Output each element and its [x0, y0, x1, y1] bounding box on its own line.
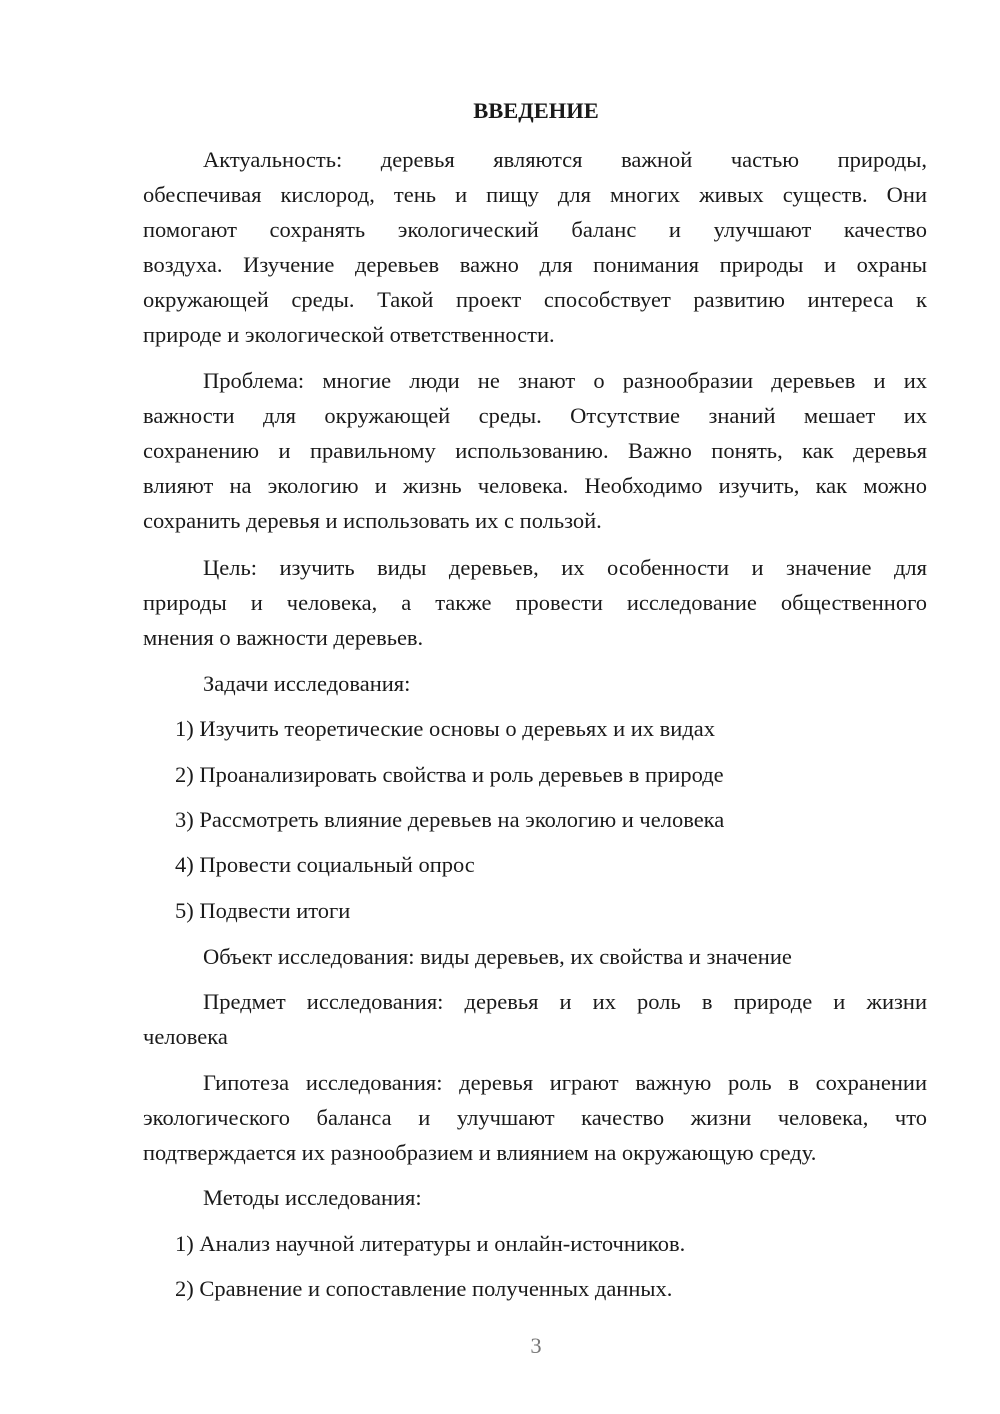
text-line: Проблема: многие люди не знают о разнообразии деревьев и их: [203, 368, 927, 393]
text-line: подтверждается их разнообразием и влиянием на окружающую среду.: [143, 1140, 817, 1165]
text-line: экологического баланса и улучшают качество жизни человека, что: [143, 1105, 927, 1130]
page-title: ВВЕДЕНИЕ: [473, 98, 599, 123]
text-line: воздуха. Изучение деревьев важно для понимания природы и охраны: [143, 252, 927, 277]
task-item: 4) Провести социальный опрос: [175, 852, 475, 877]
text-line: природы и человека, а также провести исследование общественного: [143, 590, 927, 615]
method-item: 2) Сравнение и сопоставление полученных данных.: [175, 1276, 673, 1301]
text-line: сохранению и правильному использованию. Важно понять, как деревья: [143, 438, 927, 463]
text-line: Цель: изучить виды деревьев, их особенности и значение для: [203, 555, 927, 580]
text-line: Актуальность: деревья являются важной частью природы,: [203, 147, 927, 172]
subject-paragraph: [143, 984, 927, 1054]
text-line: окружающей среды. Такой проект способствует развитию интереса к: [143, 287, 927, 312]
text-line: природе и экологической ответственности.: [143, 322, 555, 347]
text-line: Задачи исследования:: [203, 671, 411, 696]
goal-paragraph: [143, 550, 927, 655]
text-line: Предмет исследования: деревья и их роль в природе и жизни: [203, 989, 927, 1014]
problem-paragraph: [143, 363, 927, 538]
method-item: 1) Анализ научной литературы и онлайн-источников.: [175, 1231, 686, 1256]
text-line: Гипотеза исследования: деревья играют важную роль в сохранении: [203, 1070, 927, 1095]
task-item: 5) Подвести итоги: [175, 898, 351, 923]
text-line: Объект исследования: виды деревьев, их свойства и значение: [203, 944, 792, 969]
object-paragraph: [143, 939, 927, 974]
task-item: 2) Проанализировать свойства и роль деревьев в природе: [175, 762, 724, 787]
text-line: обеспечивая кислород, тень и пищу для многих живых существ. Они: [143, 182, 927, 207]
hypothesis-paragraph: [143, 1065, 927, 1170]
page-number: 3: [530, 1333, 542, 1358]
relevance-paragraph: [143, 142, 927, 352]
text-line: важности для окружающей среды. Отсутствие знаний мешает их: [143, 403, 927, 428]
tasks-heading: [143, 666, 927, 701]
text-line: помогают сохранять экологический баланс и улучшают качество: [143, 217, 927, 242]
text-line: мнения о важности деревьев.: [143, 625, 424, 650]
task-item: 3) Рассмотреть влияние деревьев на экологию и человека: [175, 807, 725, 832]
text-line: Методы исследования:: [203, 1185, 422, 1210]
text-line: сохранить деревья и использовать их с пользой.: [143, 508, 602, 533]
text-line: человека: [143, 1024, 228, 1049]
task-item: 1) Изучить теоретические основы о деревьях и их видах: [175, 716, 716, 741]
text-line: влияют на экологию и жизнь человека. Необходимо изучить, как можно: [143, 473, 927, 498]
methods-heading: [143, 1180, 927, 1215]
